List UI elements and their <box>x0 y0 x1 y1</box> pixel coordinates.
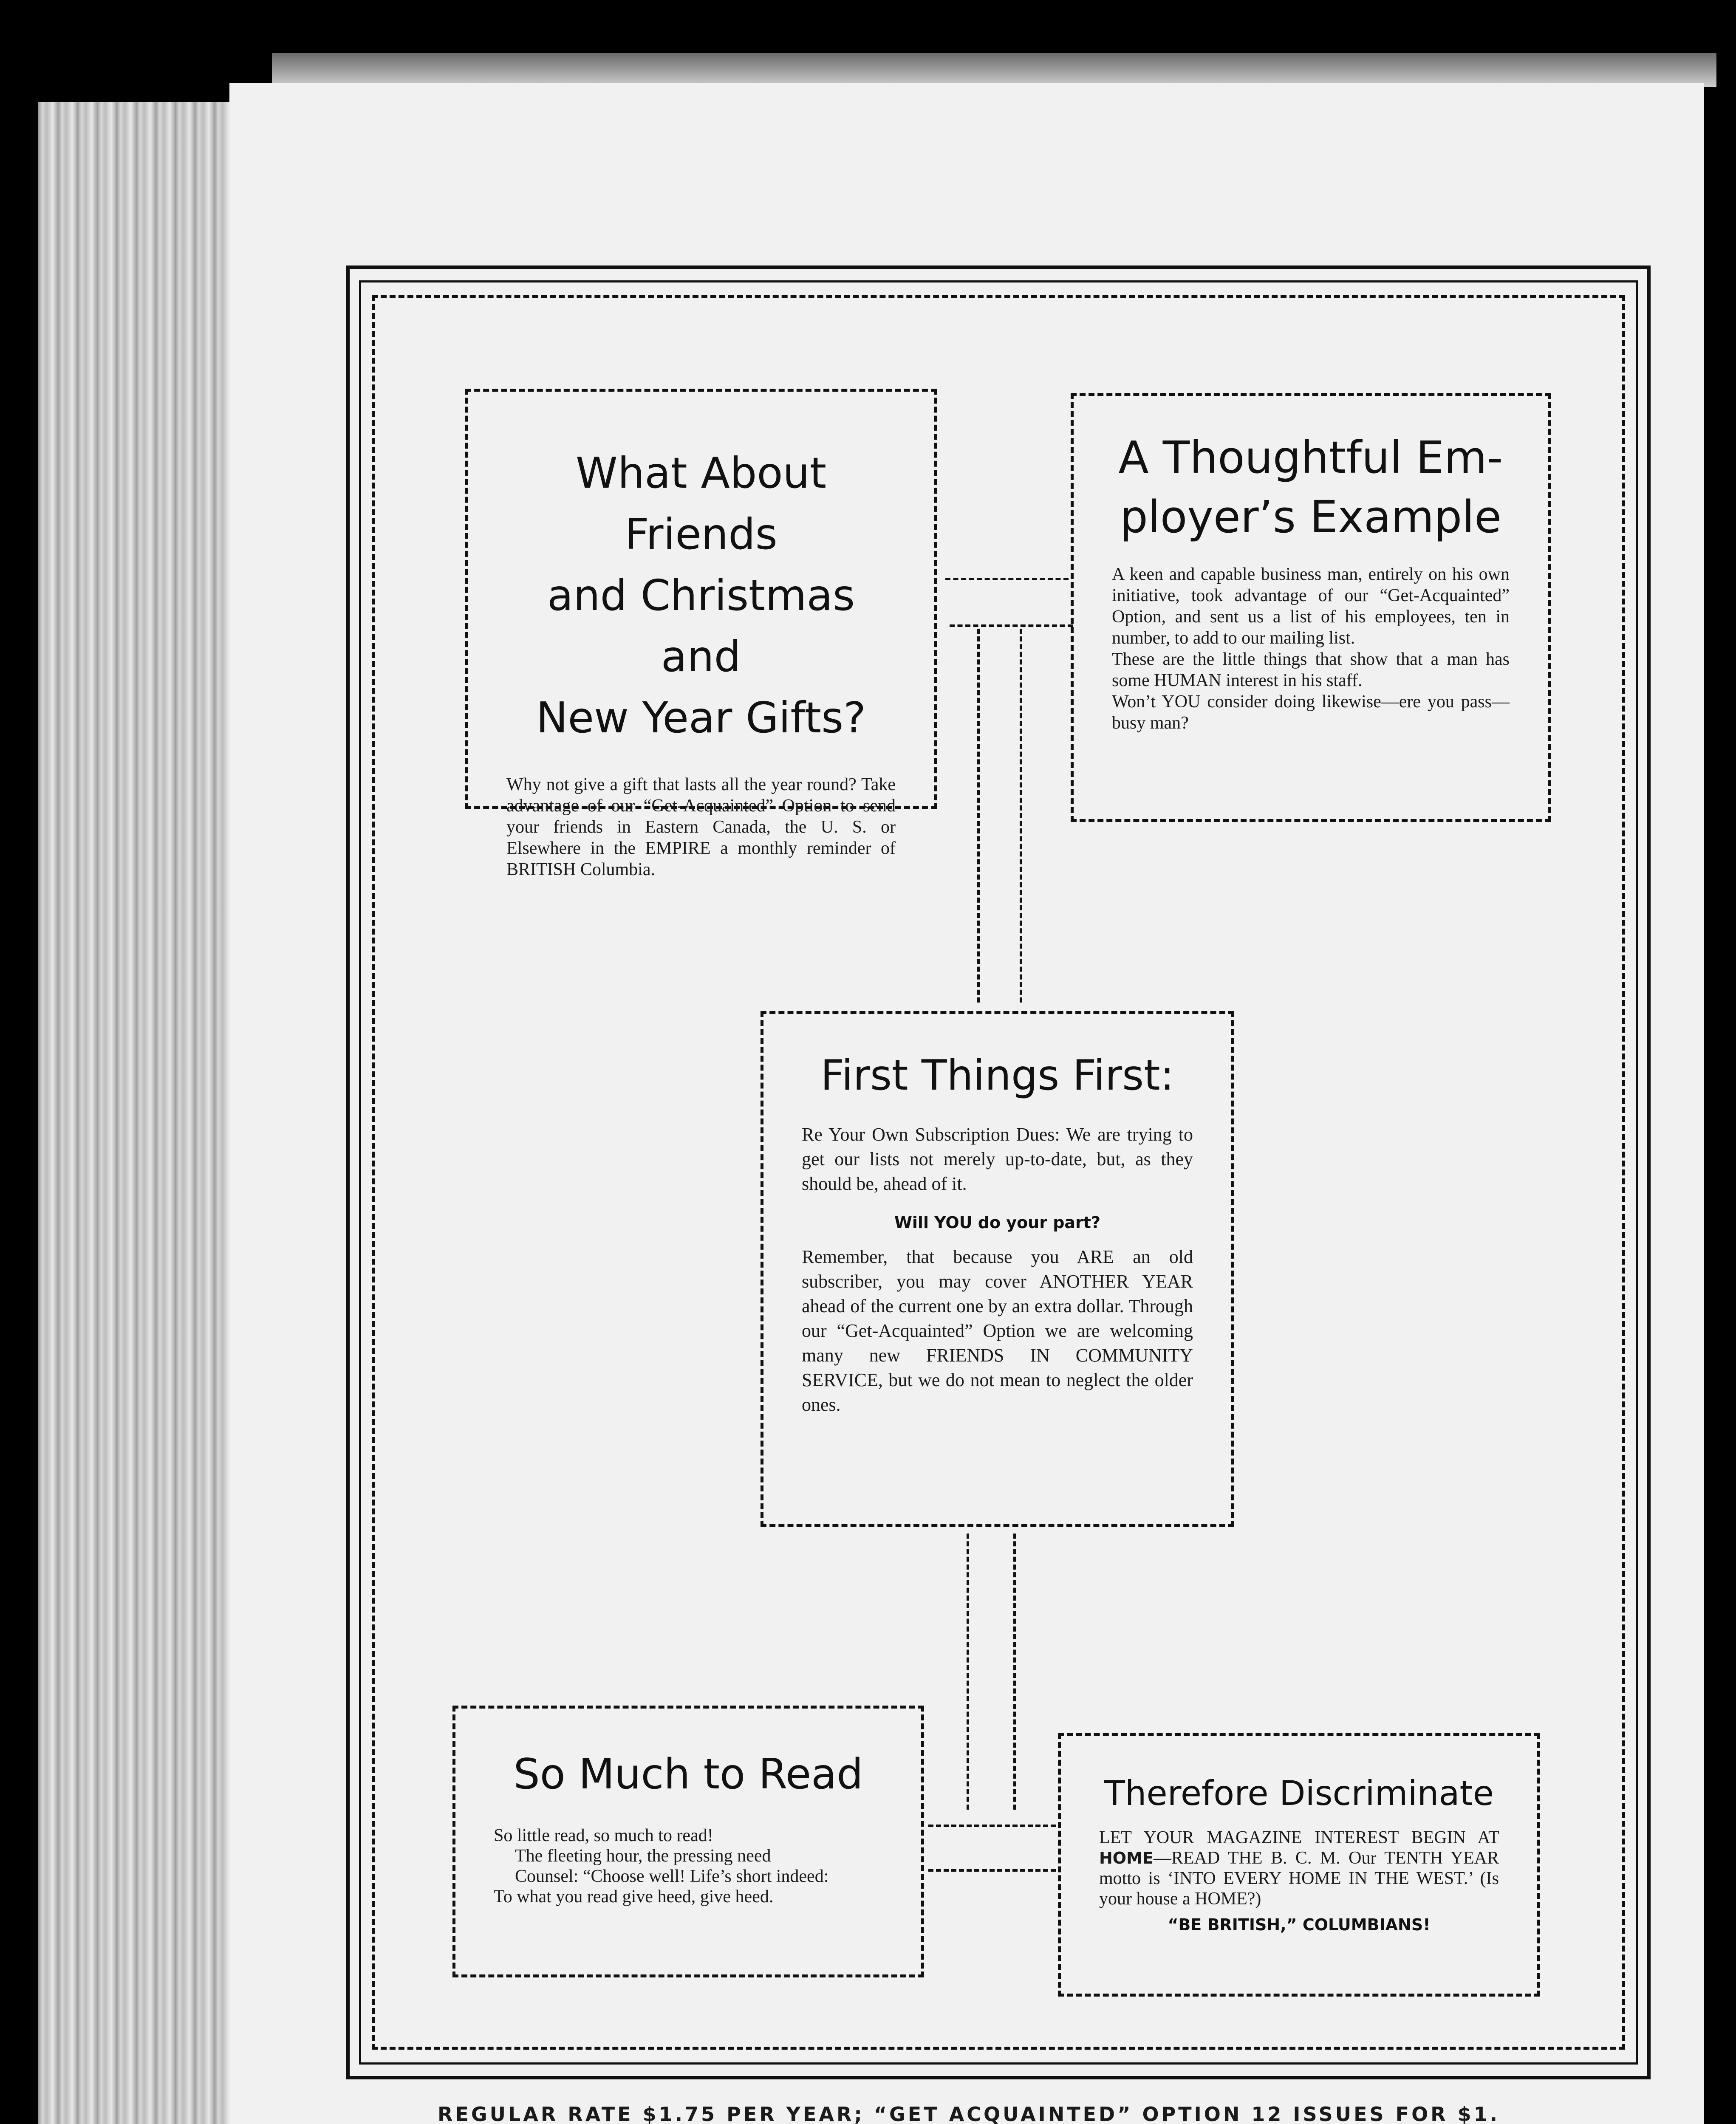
box-first-intro: Re Your Own Subscription Dues: We are trying to get our lists not merely up-to-date, but, as they should be, ahead of it. <box>802 1124 1193 1194</box>
box-discriminate-body <box>1099 1827 1499 1909</box>
box-read-title: So Much to Read <box>513 1750 863 1799</box>
box-first-things-first <box>761 1011 1234 1527</box>
connector-line <box>1013 1534 1016 1810</box>
connector-line <box>945 578 1069 580</box>
box-discriminate-title: Therefore Discriminate <box>1104 1774 1494 1813</box>
box-so-much-to-read <box>452 1706 924 1977</box>
connector-line <box>977 629 980 1003</box>
box-friends-title <box>506 443 896 748</box>
page-top-edge <box>272 53 1716 87</box>
box-therefore-discriminate <box>1058 1733 1540 1997</box>
box-employer-paragraph: These are the little things that show that a man has some HUMAN interest in his staff. <box>1112 650 1510 690</box>
discriminate-text: LET YOUR MAGAZINE INTEREST BEGIN AT <box>1099 1828 1499 1847</box>
connector-line <box>928 1825 1056 1827</box>
connector-line <box>967 1534 969 1810</box>
poem-line: To what you read give heed, give heed. <box>494 1887 774 1907</box>
box-friends-body: Why not give a gift that lasts all the year round? Take advantage of our “Get-Acquainted” Option to send your friends in Eastern Canada, the U. S. or Elsewhere in the EMPIRE a monthly reminder of BRITISH Columbia. <box>506 775 896 879</box>
title-line: New Year Gifts? <box>536 693 866 743</box>
box-employer-paragraph: A keen and capable business man, entirely on his own initiative, took advantage of our “Get-Acquainted” Option, and sent us a list of his employees, ten in number, to add to our mailing list. <box>1112 565 1510 648</box>
discriminate-home: HOME <box>1099 1849 1154 1867</box>
title-line: and Christmas and <box>547 571 855 681</box>
box-first-title: First Things First: <box>820 1051 1174 1100</box>
title-line: What About Friends <box>575 448 827 559</box>
poem-line: Counsel: “Choose well! Life’s short indeed: <box>515 1867 829 1886</box>
title-line: ployer’s Example <box>1120 491 1502 543</box>
title-line: A Thoughtful Em- <box>1118 432 1503 483</box>
connector-line <box>1020 629 1022 1003</box>
footer-rate-line: REGULAR RATE $1.75 PER YEAR; “GET ACQUAINTED” OPTION 12 ISSUES FOR $1. <box>438 2103 1500 2124</box>
connector-line <box>928 1869 1056 1872</box>
discriminate-text: —READ THE B. C. M. Our TENTH YEAR motto is ‘INTO EVERY HOME IN THE WEST.’ (Is your house a HOME?) <box>1099 1848 1499 1909</box>
box-friends-gifts <box>465 389 937 879</box>
box-first-question: Will YOU do your part? <box>894 1213 1100 1232</box>
book-page-stack <box>38 102 238 2124</box>
box-discriminate-tagline: “BE BRITISH,” COLUMBIANS! <box>1168 1915 1431 1934</box>
connector-line <box>950 624 1073 627</box>
box-first-body: Remember, that because you ARE an old subscriber, you may cover ANOTHER YEAR ahead of the current one by an extra dollar. Through our “Get-Acquainted” Option we are welcoming many new FRIENDS IN COMMUNITY SERVICE, but we do not mean to neglect the older ones. <box>802 1246 1193 1415</box>
box-employer-example <box>1071 393 1551 822</box>
box-employer-paragraph: Won’t YOU consider doing likewise—ere you pass—busy man? <box>1112 692 1510 733</box>
box-employer-title <box>1112 428 1510 547</box>
poem-line: So little read, so much to read! <box>494 1826 713 1845</box>
poem-line: The fleeting hour, the pressing need <box>515 1846 771 1866</box>
